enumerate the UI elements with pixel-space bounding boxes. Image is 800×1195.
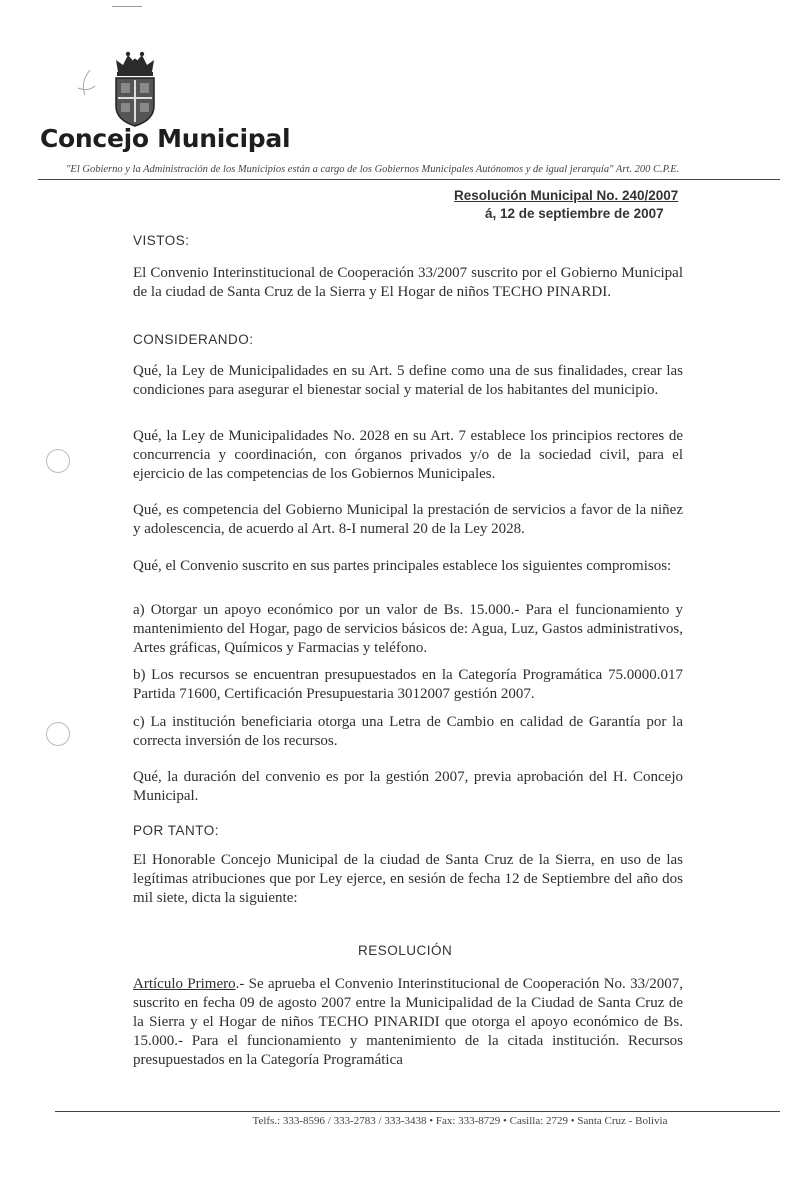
footer-contact-info: Telfs.: 333-8596 / 333-2783 / 333-3438 • Fax: 333-8729 • Casilla: 2729 • Santa Cruz - Bolivia [252, 1115, 668, 1127]
organization-name: Concejo Municipal [40, 124, 291, 153]
coat-of-arms-logo [110, 50, 160, 128]
header-divider [38, 179, 780, 180]
commitment-item-c: c) La institución beneficiaria otorga una Letra de Cambio en calidad de Garantía por la correcta inversión de los recursos. [133, 714, 683, 749]
considerando-paragraph-5: Qué, la duración del convenio es por la gestión 2007, previa aprobación del H. Concejo Municipal. [133, 769, 683, 804]
article-one-label: Artículo Primero [133, 976, 236, 992]
punch-hole-bottom [46, 722, 70, 746]
vistos-heading: VISTOS: [133, 233, 190, 248]
constitutional-motto: "El Gobierno y la Administración de los Municipios están a cargo de los Gobiernos Municipales Autónomos y de igual jerarquía" Art. 200 C.P.E. [66, 164, 680, 175]
portanto-paragraph: El Honorable Concejo Municipal de la ciudad de Santa Cruz de la Sierra, en uso de las legítimas atribuciones que por Ley ejerce, en sesión de fecha 12 de Septiembre del año dos mil siete, dicta la siguiente: [133, 852, 683, 906]
commitment-item-a: a) Otorgar un apoyo económico por un valor de Bs. 15.000.- Para el funcionamiento y mantenimiento del Hogar, pago de servicios básicos de: Agua, Luz, Gastos administrativos, Artes gráficas, Químicos y Farmacias y teléfono. [133, 602, 683, 656]
considerando-paragraph-3: Qué, es competencia del Gobierno Municipal la prestación de servicios a favor de la niñez y adolescencia, de acuerdo al Art. 8-I numeral 20 de la Ley 2028. [133, 502, 683, 537]
resolution-date: á, 12 de septiembre de 2007 [485, 206, 664, 221]
vistos-paragraph: El Convenio Interinstitucional de Cooperación 33/2007 suscrito por el Gobierno Municipal de la ciudad de Santa Cruz de la Sierra y El Hogar de niños TECHO PINARDI. [133, 265, 683, 300]
considerando-heading: CONSIDERANDO: [133, 332, 254, 347]
pen-mark [40, 40, 120, 120]
considerando-paragraph-4: Qué, el Convenio suscrito en sus partes principales establece los siguientes compromisos: [133, 558, 672, 574]
scan-mark [112, 6, 142, 7]
article-one-paragraph [133, 975, 683, 1070]
commitment-item-b: b) Los recursos se encuentran presupuestados en la Categoría Programática 75.0000.017 Partida 71600, Certificación Presupuestaria 3012007 gestión 2007. [133, 667, 683, 702]
punch-hole-top [46, 449, 70, 473]
portanto-heading: POR TANTO: [133, 823, 220, 838]
footer-divider [55, 1111, 780, 1112]
considerando-paragraph-1: Qué, la Ley de Municipalidades en su Art. 5 define como una de sus finalidades, crear las condiciones para asegurar el bienestar social y material de los habitantes del municipio. [133, 363, 683, 398]
resolucion-heading: RESOLUCIÓN [358, 943, 453, 958]
article-one-text: .- Se aprueba el Convenio Interinstitucional de Cooperación No. 33/2007, suscrito en fecha 09 de agosto 2007 entre la Municipalidad de la Ciudad de Santa Cruz de la Sierra y el Hogar de niños TECHO PINARIDI que otorga el apoyo económico de Bs. 15.000.- Para el funcionamiento y mantenimiento de la citada institución. Recursos presupuestados en la Categoría Programática [133, 976, 683, 1068]
considerando-paragraph-2: Qué, la Ley de Municipalidades No. 2028 en su Art. 7 establece los principios rectores de concurrencia y coordinación, con órganos privados y/o de la sociedad civil, para el ejercicio de las competencias de los Gobiernos Municipales. [133, 428, 683, 482]
resolution-number: Resolución Municipal No. 240/2007 [454, 188, 679, 203]
